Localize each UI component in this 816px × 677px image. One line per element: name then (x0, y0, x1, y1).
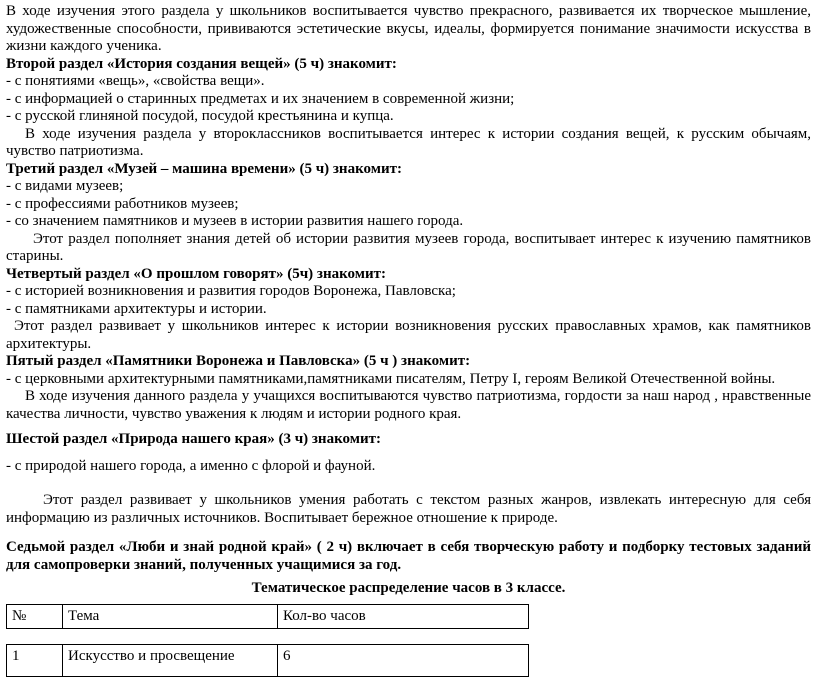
table-header-topic: Тема (63, 605, 278, 629)
paragraph-intro: В ходе изучения этого раздела у школьников воспитывается чувство прекрасного, развивается их творческое мышление, художественные способности, прививаются эстетические вкусы, идеалы, формируется понимание значимости искусства в жизни каждого ученика. (6, 3, 811, 54)
section3-note: Этот раздел пополняет знания детей об истории развития музеев города, воспитывает интерес к изучению памятников старины. (6, 230, 811, 264)
section6-note: Этот раздел развивает у школьников умения работать с текстом разных жанров, извлекать интересную для себя информацию из различных источников. Воспитывает бережное отношение к природе. (6, 492, 811, 526)
section3-list-item: - со значением памятников и музеев в истории развития нашего города. (6, 213, 464, 229)
section4-list-item: - с памятниками архитектуры и истории. (6, 300, 267, 317)
section4-list-item: - с историей возникновения и развития городов Воронежа, Павловска; (6, 283, 456, 299)
section5-note: В ходе изучения данного раздела у учащихся воспитываются чувство патриотизма, гордости за наш народ , нравственные качества личности, чувство уважения к людям и истории родного края. (6, 388, 811, 422)
section5-heading: Пятый раздел «Памятники Воронежа и Павловска» (5 ч ) знакомит: (6, 353, 471, 369)
section3-list-item: - с видами музеев; (6, 178, 124, 194)
section7-paragraph: Седьмой раздел «Люби и знай родной край» ( 2 ч) включает в себя творческую работу и подборку тестовых заданий для самопроверки знаний, полученных учащимися за год. (6, 539, 811, 573)
table-cell-number: 1 (7, 645, 63, 676)
section3-list-item: - с профессиями работников музеев; (6, 195, 239, 212)
table-cell-topic: Искусство и просвещение (63, 645, 278, 676)
section2-list-item: - с русской глиняной посудой, посудой крестьянина и купца. (6, 108, 394, 124)
section6-list-item: - с природой нашего города, а именно с флорой и фауной. (6, 457, 376, 474)
hours-table (6, 604, 529, 677)
section3-heading: Третий раздел «Музей – машина времени» (5 ч) знакомит: (6, 160, 402, 177)
section2-list-item: - с понятиями «вещь», «свойства вещи». (6, 73, 265, 89)
section4-heading: Четвертый раздел «О прошлом говорят» (5ч) знакомит: (6, 265, 386, 282)
table-cell-hours: 6 (283, 648, 291, 664)
table-header-hours: Кол-во часов (283, 607, 366, 624)
section5-list-item: - с церковными архитектурными памятниками,памятниками писателям, Петру I, героям Великой Отечественной войны. (6, 370, 776, 387)
section6-heading: Шестой раздел «Природа нашего края» (3 ч) знакомит: (6, 431, 381, 447)
table-title: Тематическое распределение часов в 3 классе. (251, 580, 566, 596)
section2-list-item: - с информацией о старинных предметах и их значением в современной жизни; (6, 90, 515, 107)
section2-heading: Второй раздел «История создания вещей» (5 ч) знакомит: (6, 55, 397, 72)
section4-note: Этот раздел развивает у школьников интерес к истории возникновения русских православных храмов, как памятников архитектуры. (6, 318, 811, 352)
section2-note: В ходе изучения раздела у второклассников воспитывается интерес к истории создания вещей, к русским обычаям, чувство патриотизма. (6, 125, 811, 159)
table-header-number: № (7, 605, 63, 629)
table-row (6, 644, 529, 677)
table-header-row (6, 604, 529, 630)
